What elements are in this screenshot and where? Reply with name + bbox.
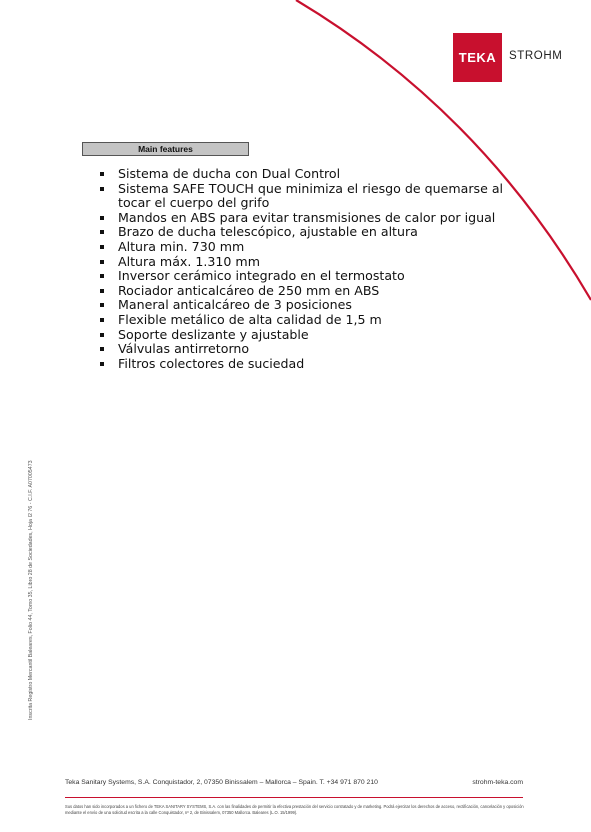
feature-text: Maneral anticalcáreo de 3 posiciones bbox=[118, 297, 352, 313]
footer-divider bbox=[65, 797, 523, 798]
bullet-icon bbox=[100, 333, 104, 337]
bullet-icon bbox=[100, 187, 104, 191]
feature-text: Brazo de ducha telescópico, ajustable en altura bbox=[118, 224, 418, 240]
list-item bbox=[99, 313, 519, 328]
teka-logo-text: TEKA bbox=[458, 50, 497, 65]
bullet-icon bbox=[100, 172, 104, 176]
list-item bbox=[99, 225, 519, 240]
strohm-logo-text: STROHM bbox=[509, 50, 563, 62]
list-item bbox=[99, 211, 519, 226]
bullet-icon bbox=[100, 245, 104, 249]
feature-text: Mandos en ABS para evitar transmisiones de calor por igual bbox=[118, 209, 496, 225]
legal-notice: Sus datos han sido incorporados a un fichero de TEKA SANITARY SYSTEMS, S.A. con las finalidades de permitir la efectiva prestación del servicio contratado y de marketing. Podrá ejercitar los derechos de acceso, rectificación, cancelación y oposición mediante el envío de una solicitud escrita a la calle Conquistador, nº 2, de Binissalem, 07350 Mallorca. Baleares (L.O. 15/1999). bbox=[65, 804, 524, 815]
list-item bbox=[99, 342, 519, 357]
list-item bbox=[99, 269, 519, 284]
feature-text: Soporte deslizante y ajustable bbox=[118, 326, 309, 342]
bullet-icon bbox=[100, 216, 104, 220]
list-item bbox=[99, 182, 519, 211]
bullet-icon bbox=[100, 303, 104, 307]
feature-list bbox=[99, 167, 519, 371]
list-item bbox=[99, 240, 519, 255]
teka-logo bbox=[453, 33, 502, 82]
bullet-icon bbox=[100, 230, 104, 234]
list-item bbox=[99, 298, 519, 313]
bullet-icon bbox=[100, 289, 104, 293]
bullet-icon bbox=[100, 274, 104, 278]
feature-text: Altura min. 730 mm bbox=[118, 238, 245, 254]
bullet-icon bbox=[100, 260, 104, 264]
bullet-icon bbox=[100, 347, 104, 351]
footer-address: Teka Sanitary Systems, S.A. Conquistador, 2, 07350 Binissalem – Mallorca – Spain. T. +34 971 870 210 bbox=[65, 779, 378, 786]
registry-side-text: Inscrita Registro Mercantil Baleares, Folio 44, Tomo 35, Libro 28 de Sociedades, Hoja I2 76 - C.I.F. A07005473 bbox=[28, 460, 34, 720]
feature-text: Altura máx. 1.310 mm bbox=[118, 253, 260, 269]
feature-text: Válvulas antirretorno bbox=[118, 341, 250, 357]
feature-text: Rociador anticalcáreo de 250 mm en ABS bbox=[118, 282, 380, 298]
list-item bbox=[99, 357, 519, 372]
footer bbox=[65, 779, 523, 786]
feature-text: Filtros colectores de suciedad bbox=[118, 355, 305, 371]
feature-text: Sistema SAFE TOUCH que minimiza el riesgo de quemarse al tocar el cuerpo del grifo bbox=[118, 180, 504, 211]
bullet-icon bbox=[100, 318, 104, 322]
section-title: Main features bbox=[82, 142, 249, 156]
feature-text: Flexible metálico de alta calidad de 1,5 m bbox=[118, 311, 382, 327]
list-item bbox=[99, 284, 519, 299]
list-item bbox=[99, 255, 519, 270]
list-item bbox=[99, 328, 519, 343]
list-item bbox=[99, 167, 519, 182]
feature-text: Sistema de ducha con Dual Control bbox=[118, 166, 341, 181]
footer-website-link[interactable]: strohm-teka.com bbox=[472, 779, 523, 786]
feature-text: Inversor cerámico integrado en el termostato bbox=[118, 268, 405, 284]
bullet-icon bbox=[100, 362, 104, 366]
